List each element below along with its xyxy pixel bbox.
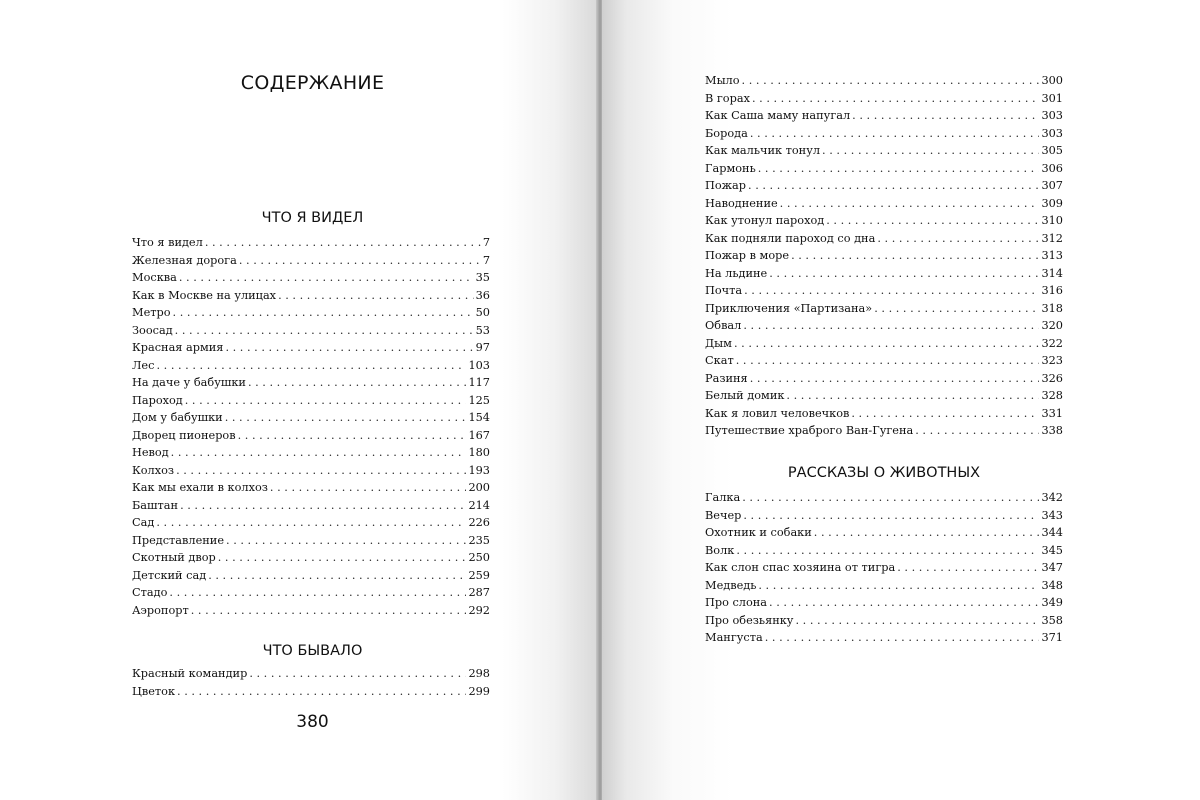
toc-entry-title: Как я ловил человечков (705, 406, 850, 420)
toc-entry (132, 339, 490, 357)
toc-entry-page: 303 (1041, 109, 1063, 122)
toc-entry-title: Дым (705, 336, 732, 350)
toc-entry-title: Скотный двор (132, 551, 216, 564)
toc-dot-leader (734, 335, 1039, 353)
toc-dot-leader (744, 282, 1039, 300)
toc-entry (705, 405, 1063, 423)
left-page (0, 0, 598, 800)
toc-entry (705, 489, 1063, 507)
toc-entry-page: 292 (468, 603, 490, 617)
toc-dot-leader (752, 90, 1039, 108)
toc-entry (705, 230, 1063, 248)
toc-entry (705, 212, 1063, 230)
toc-entry (132, 304, 490, 322)
toc-dot-leader (791, 247, 1039, 265)
toc-dot-leader (238, 427, 467, 445)
toc-dot-leader (171, 444, 467, 462)
toc-entry-title: Пароход (132, 393, 183, 407)
toc-dot-leader (742, 489, 1039, 507)
toc-entry-title: В горах (705, 91, 750, 105)
toc-entry-title: Метро (132, 306, 171, 319)
toc-dot-leader (248, 374, 467, 392)
toc-entry-title: Дом у бабушки (132, 411, 223, 424)
toc-entry (705, 177, 1063, 195)
toc-dot-leader (786, 387, 1039, 405)
toc-entry-page: 310 (1041, 214, 1063, 227)
toc-entry (705, 629, 1063, 647)
toc-entry (132, 287, 490, 305)
toc-entry-page: 154 (468, 411, 490, 424)
toc-entry-title: Цветок (132, 684, 176, 698)
toc-entry-page: 299 (468, 684, 490, 698)
toc-entry (705, 282, 1063, 300)
toc-entry-page: 7 (482, 236, 490, 249)
toc-entry-page: 342 (1041, 491, 1063, 504)
toc-entry-title: Скат (705, 354, 734, 367)
toc-entry-title: Как мы ехали в колхоз (132, 481, 268, 494)
toc-entry (132, 409, 490, 427)
toc-entry-title: Москва (132, 271, 177, 284)
toc-entry-page: 193 (468, 463, 490, 477)
toc-dot-leader (750, 370, 1040, 388)
toc-dot-leader (156, 514, 466, 532)
toc-entry (132, 444, 490, 462)
toc-entry-page: 328 (1041, 389, 1063, 402)
toc-entry-title: Разиня (705, 371, 748, 385)
toc-entry (705, 352, 1063, 370)
toc-dot-leader (225, 409, 467, 427)
toc-entry-page: 7 (482, 253, 490, 267)
toc-entry (132, 462, 490, 480)
toc-dot-leader (758, 160, 1040, 178)
toc-entry-page: 36 (475, 288, 490, 302)
toc-entry-title: Галка (705, 491, 741, 504)
toc-entry-page: 53 (475, 323, 490, 337)
toc-entry-page: 348 (1041, 578, 1063, 592)
toc-dot-leader (780, 195, 1040, 213)
toc-entry (132, 374, 490, 392)
toc-dot-leader (225, 339, 473, 357)
toc-entry-page: 303 (1041, 126, 1063, 140)
toc-entry-title: Как слон спас хозяина от тигра (705, 561, 896, 574)
toc-entry-page: 214 (468, 498, 490, 512)
toc-entry-title: Дворец пионеров (132, 428, 236, 442)
toc-dot-leader (758, 577, 1039, 595)
toc-dot-leader (851, 405, 1039, 423)
toc-dot-leader (208, 567, 466, 585)
toc-entry-page: 323 (1041, 354, 1063, 367)
section-title-rasskazy-o-zhivotnyh: РАССКАЗЫ О ЖИВОТНЫХ (787, 465, 981, 481)
toc-list-continued (705, 72, 1063, 440)
toc-entry (132, 602, 490, 620)
toc-entry-page: 200 (468, 481, 490, 494)
toc-entry (705, 107, 1063, 125)
toc-entry-title: Про обезьянку (705, 613, 794, 627)
toc-dot-leader (736, 542, 1039, 560)
toc-dot-leader (765, 629, 1040, 647)
toc-entry (132, 269, 490, 287)
toc-entry (705, 422, 1063, 440)
toc-entry-page: 313 (1041, 249, 1063, 262)
toc-dot-leader (169, 584, 466, 602)
toc-entry-title: Что я видел (132, 236, 203, 249)
toc-entry (132, 427, 490, 445)
section-title-chto-ya-videl: ЧТО Я ВИДЕЛ (261, 210, 364, 226)
toc-entry (705, 387, 1063, 405)
toc-entry (705, 195, 1063, 213)
toc-entry-title: Наводнение (705, 196, 778, 210)
toc-entry (132, 479, 490, 497)
toc-list-section2 (132, 665, 490, 700)
toc-dot-leader (175, 322, 474, 340)
toc-entry (705, 247, 1063, 265)
toc-entry (705, 559, 1063, 577)
toc-entry (705, 594, 1063, 612)
toc-dot-leader (191, 602, 467, 620)
toc-entry-page: 318 (1041, 301, 1063, 315)
toc-entry (705, 524, 1063, 542)
toc-entry (705, 335, 1063, 353)
toc-entry-title: Белый домик (705, 389, 785, 402)
toc-entry-page: 309 (1041, 196, 1063, 210)
toc-entry-title: Пожар (705, 179, 747, 192)
toc-entry (705, 160, 1063, 178)
toc-entry-page: 235 (468, 533, 490, 547)
toc-list-section3 (705, 489, 1063, 647)
toc-entry-title: Как Саша маму напугал (705, 109, 851, 122)
toc-entry-page: 314 (1041, 266, 1063, 280)
toc-entry-page: 344 (1041, 526, 1063, 539)
toc-entry-page: 103 (468, 358, 490, 372)
toc-dot-leader (795, 612, 1039, 630)
toc-entry (132, 322, 490, 340)
toc-entry-title: Как утонул пароход (705, 214, 825, 227)
section-title-chto-byvalo: ЧТО БЫВАЛО (262, 643, 363, 659)
toc-entry-page: 347 (1041, 561, 1063, 574)
contents-title: СОДЕРЖАНИЕ (240, 72, 385, 94)
toc-entry-page: 349 (1041, 596, 1063, 609)
toc-entry (705, 507, 1063, 525)
toc-dot-leader (173, 304, 474, 322)
toc-entry (132, 683, 490, 701)
toc-entry-title: Железная дорога (132, 253, 237, 267)
toc-entry-title: Представление (132, 533, 225, 547)
toc-dot-leader (278, 287, 474, 305)
toc-entry (132, 665, 490, 683)
toc-entry (705, 317, 1063, 335)
toc-entry-page: 305 (1041, 144, 1063, 157)
toc-entry-title: Колхоз (132, 463, 175, 477)
toc-entry-page: 125 (468, 393, 490, 407)
toc-entry-title: Аэропорт (132, 603, 189, 617)
toc-entry-title: Путешествие храброго Ван-Гугена (705, 424, 914, 437)
toc-dot-leader (205, 234, 481, 252)
toc-entry-page: 250 (468, 551, 490, 564)
toc-entry-title: Вечер (705, 508, 742, 522)
toc-entry-page: 180 (468, 446, 490, 459)
toc-entry-page: 50 (475, 306, 490, 319)
toc-entry-title: Охотник и собаки (705, 526, 812, 539)
toc-dot-leader (177, 683, 466, 701)
toc-entry (132, 357, 490, 375)
toc-entry-title: Приключения «Партизана» (705, 301, 873, 315)
toc-dot-leader (826, 212, 1039, 230)
toc-entry-page: 312 (1041, 231, 1063, 245)
toc-entry (132, 392, 490, 410)
toc-entry (132, 549, 490, 567)
toc-entry-page: 298 (468, 667, 490, 680)
toc-entry-page: 35 (475, 271, 490, 284)
toc-entry-page: 358 (1041, 613, 1063, 627)
toc-entry-page: 331 (1041, 406, 1063, 420)
toc-dot-leader (185, 392, 467, 410)
toc-entry (705, 90, 1063, 108)
toc-entry (132, 514, 490, 532)
toc-entry-page: 338 (1041, 424, 1063, 437)
toc-dot-leader (270, 479, 467, 497)
toc-dot-leader (249, 665, 466, 683)
toc-dot-leader (226, 532, 466, 550)
toc-entry-title: Мыло (705, 74, 740, 87)
toc-entry-title: Волк (705, 543, 735, 557)
toc-entry-title: Сад (132, 516, 155, 529)
toc-dot-leader (874, 300, 1039, 318)
toc-dot-leader (176, 462, 466, 480)
toc-entry-title: Обвал (705, 319, 742, 332)
toc-entry-title: Детский сад (132, 568, 207, 582)
toc-entry-page: 97 (475, 341, 490, 354)
toc-entry-title: Баштан (132, 498, 179, 512)
toc-dot-leader (877, 230, 1039, 248)
toc-list-section1 (132, 234, 490, 619)
toc-entry-title: Мангуста (705, 631, 763, 644)
toc-dot-leader (748, 177, 1039, 195)
toc-entry-page: 316 (1041, 284, 1063, 297)
toc-entry-title: Про слона (705, 596, 768, 609)
toc-dot-leader (769, 265, 1039, 283)
toc-dot-leader (743, 317, 1039, 335)
toc-entry (132, 234, 490, 252)
toc-entry-title: Как в Москве на улицах (132, 288, 277, 302)
toc-entry-page: 320 (1041, 319, 1063, 332)
toc-entry-page: 306 (1041, 161, 1063, 175)
toc-dot-leader (822, 142, 1039, 160)
toc-entry-title: Гармонь (705, 161, 756, 175)
toc-entry-title: На даче у бабушки (132, 376, 246, 389)
right-page (602, 0, 1200, 800)
toc-entry-page: 307 (1041, 179, 1063, 192)
toc-dot-leader (897, 559, 1039, 577)
toc-dot-leader (915, 422, 1039, 440)
page-number: 380 (296, 712, 329, 732)
toc-entry-title: Как подняли пароход со дна (705, 231, 876, 245)
toc-entry-title: На льдине (705, 266, 768, 280)
toc-entry (705, 72, 1063, 90)
toc-entry-page: 343 (1041, 508, 1063, 522)
toc-entry-page: 167 (468, 428, 490, 442)
toc-entry (705, 612, 1063, 630)
toc-dot-leader (750, 125, 1040, 143)
toc-entry-page: 322 (1041, 336, 1063, 350)
toc-entry-title: Лес (132, 358, 155, 372)
toc-dot-leader (743, 507, 1039, 525)
toc-entry (132, 567, 490, 585)
toc-entry (132, 252, 490, 270)
toc-dot-leader (180, 497, 466, 515)
toc-entry-page: 301 (1041, 91, 1063, 105)
toc-dot-leader (852, 107, 1039, 125)
toc-dot-leader (156, 357, 466, 375)
toc-dot-leader (239, 252, 481, 270)
toc-entry (132, 584, 490, 602)
toc-dot-leader (814, 524, 1040, 542)
toc-entry (705, 542, 1063, 560)
toc-entry-title: Красная армия (132, 341, 224, 354)
toc-dot-leader (769, 594, 1039, 612)
toc-entry (705, 265, 1063, 283)
toc-entry-page: 117 (468, 376, 490, 389)
toc-entry-title: Почта (705, 284, 743, 297)
toc-entry-page: 326 (1041, 371, 1063, 385)
toc-entry (705, 142, 1063, 160)
toc-entry-title: Как мальчик тонул (705, 144, 821, 157)
toc-dot-leader (179, 269, 474, 287)
toc-entry-title: Невод (132, 446, 169, 459)
toc-entry-title: Пожар в море (705, 249, 790, 262)
toc-entry-page: 345 (1041, 543, 1063, 557)
toc-entry-title: Медведь (705, 578, 757, 592)
toc-entry-page: 287 (468, 586, 490, 599)
toc-entry (705, 577, 1063, 595)
toc-entry-page: 259 (468, 568, 490, 582)
toc-entry-title: Борода (705, 126, 748, 140)
toc-entry-title: Стадо (132, 586, 168, 599)
toc-entry (705, 125, 1063, 143)
toc-dot-leader (218, 549, 467, 567)
toc-entry-title: Зоосад (132, 323, 173, 337)
toc-entry-title: Красный командир (132, 667, 248, 680)
toc-entry-page: 371 (1041, 631, 1063, 644)
toc-entry (132, 497, 490, 515)
toc-dot-leader (742, 72, 1040, 90)
toc-entry (132, 532, 490, 550)
toc-entry-page: 300 (1041, 74, 1063, 87)
toc-entry (705, 370, 1063, 388)
toc-entry-page: 226 (468, 516, 490, 529)
toc-dot-leader (736, 352, 1040, 370)
toc-entry (705, 300, 1063, 318)
